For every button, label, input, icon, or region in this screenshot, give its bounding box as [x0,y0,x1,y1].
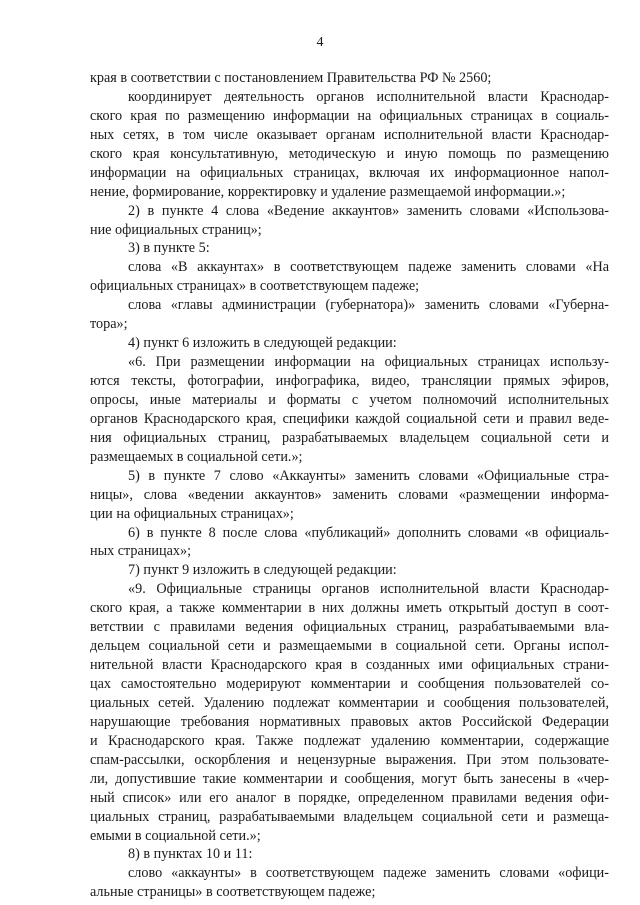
text-line: «6. При размещении информации на официальных страницах использу- [128,354,609,371]
text-line: опросы, иные материалы и форматы с учетом полномочий исполнительных [90,391,609,408]
text-line: слова «В аккаунтах» в соответствующем падеже заменить словами «На [128,259,609,276]
text-line: и Краснодарского края. Также подлежат удалению комментарии, содержащие [90,732,609,749]
text-line: нительной власти Краснодарского края в созданных ими официальных страни- [90,657,609,674]
text-line: 8) в пунктах 10 и 11: [128,846,253,863]
text-line: альные страницы» в соответствующем падеже; [90,884,376,901]
text-line: ского края консультативную, методическую и иную помощь по размещению [90,145,609,162]
text-line: дельцем социальной сети и размещаемыми в социальной сети. Органы испол- [90,638,609,655]
text-line: ветствии с правилами ведения официальных страниц, разрабатываемыми вла- [90,619,609,636]
text-line: 3) в пункте 5: [128,240,210,257]
text-line: слово «аккаунты» в соответствующем падеже заменить словами «офици- [128,865,609,882]
text-line: емыми в социальной сети.»; [90,827,261,844]
text-line: нение, формирование, корректировку и удаление размещаемой информации.»; [90,183,566,200]
text-line: 5) в пункте 7 слово «Аккаунты» заменить словами «Официальные стра- [128,467,609,484]
text-line: края в соответствии с постановлением Правительства РФ № 2560; [90,70,492,86]
text-line: 6) в пункте 8 после слова «публикаций» дополнить словами «в официаль- [128,524,609,541]
text-line: спам-рассылки, оскорбления и нецензурные выражения. При этом пользовате- [90,751,609,768]
text-line: циальных страниц, разрабатываемыми владельцем социальной сети и размеща- [90,808,609,825]
text-line: ются тексты, фотографии, инфографика, видео, трансляции прямых эфиров, [90,373,609,389]
text-line: слова «главы администрации (губернатора)» заменить словами «Губерна- [128,297,609,314]
text-line: ли, допустившие такие комментарии и сообщения, могут быть занесены в «чер- [90,770,609,787]
text-line: 7) пункт 9 изложить в следующей редакции: [128,562,397,579]
text-line: ных сетях, в том числе оказывает органам исполнительной власти Краснодар- [90,126,609,143]
text-line: ского края по размещению информации на официальных страницах в социаль- [90,107,609,124]
text-line: ных страницах»; [90,543,192,560]
text-line: ского края, а также комментарии в них должны иметь открытый доступ в соот- [90,600,609,617]
text-line: тора»; [90,316,128,333]
text-line: циальных сетей. Удалению подлежат комментарии и сообщения пользователей, [90,694,609,711]
text-line: официальных страницах» в соответствующем падеже; [90,278,420,295]
text-line: 4) пункт 6 изложить в следующей редакции: [128,335,397,352]
text-line: «9. Официальные страницы органов исполнительной власти Краснодар- [128,581,609,598]
text-line: 2) в пункте 4 слова «Ведение аккаунтов» заменить словами «Использова- [128,202,609,219]
text-line: ницы», слова «ведении аккаунтов» заменить словами «размещении информа- [90,486,609,503]
text-line: ние официальных страниц»; [90,221,262,238]
text-line: ции на официальных страницах»; [90,505,294,522]
text-line: ния официальных страниц, разрабатываемых владельцем социальной сети и [90,429,609,446]
text-line: нарушающие требования нормативных правовых актов Российской Федерации [90,713,609,730]
page-number: 4 [316,35,324,50]
text-line: информации на официальных страницах, включая их информационное напол- [90,164,609,181]
document-body [90,69,609,902]
text-line: ный список» или его аналог в порядке, определенном правилами ведения офи- [90,789,609,806]
text-line: органов Краснодарского края, специфики каждой социальной сети и правил веде- [90,410,609,427]
text-line: цах самостоятельно модерируют комментарии и сообщения пользователей со- [90,676,609,692]
text-line: координирует деятельность органов исполнительной власти Краснодар- [128,88,609,105]
text-line: размещаемых в социальной сети.»; [90,448,303,465]
